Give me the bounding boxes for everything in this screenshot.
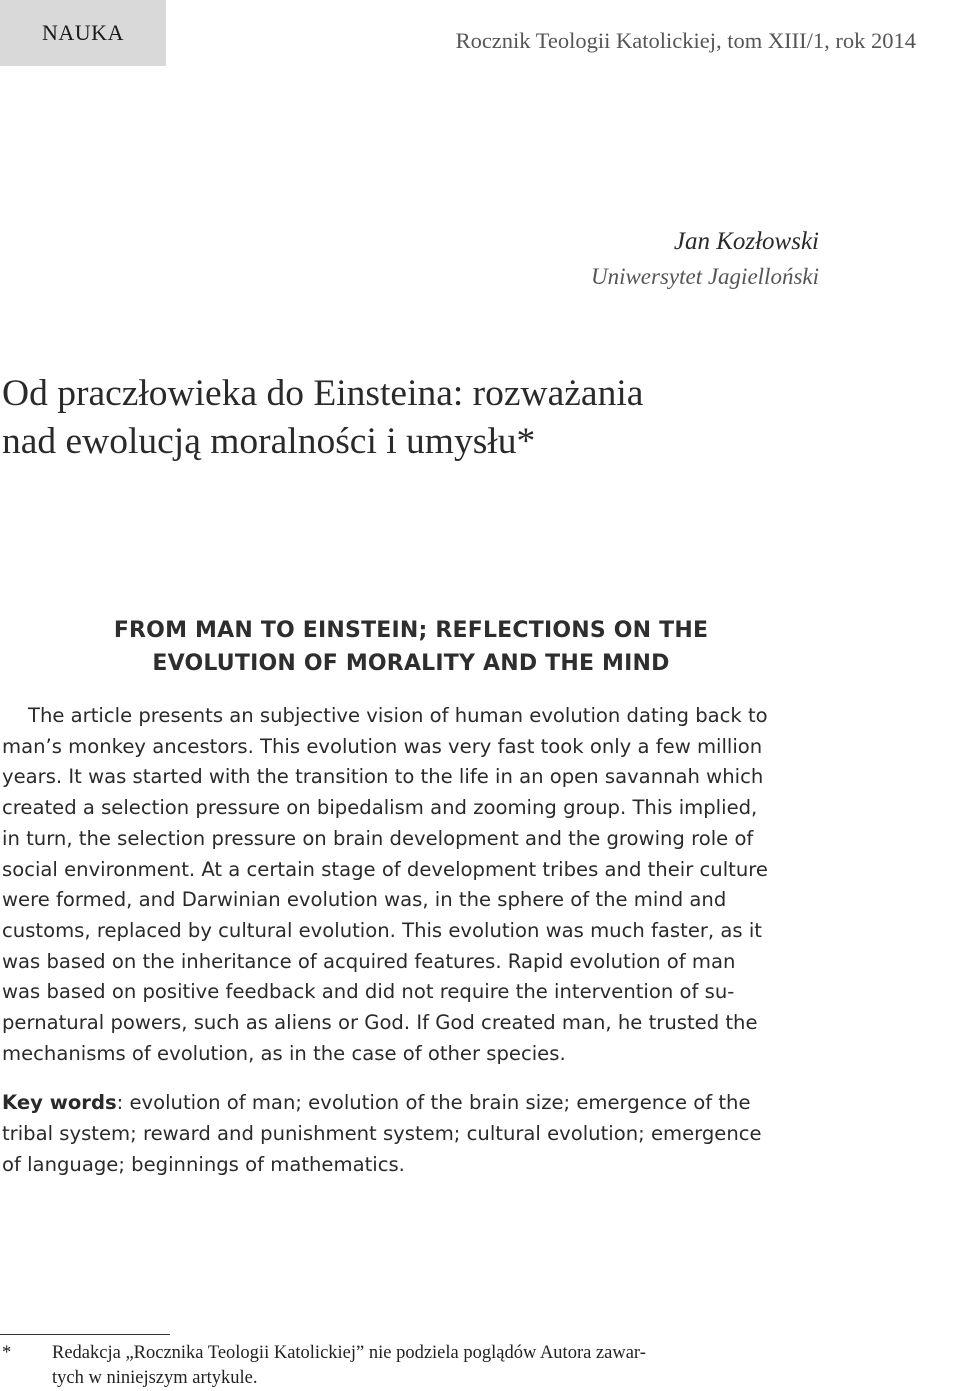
keywords-line — [2, 1087, 822, 1118]
abstract-line: years. It was started with the transition to the life in an open savannah which — [2, 765, 764, 789]
abstract-line: was based on positive feedback and did not require the intervention of su- — [2, 980, 735, 1004]
abstract-line: customs, replaced by cultural evolution. This evolution was much faster, as it — [2, 918, 762, 942]
journal-running-head: Rocznik Teologii Katolickiej, tom XIII/1, rok 2014 — [455, 28, 916, 53]
abstract-line: pernatural powers, such as aliens or God. If God created man, he trusted the — [2, 1011, 758, 1035]
abstract-line: social environment. At a certain stage of development tribes and their culture — [2, 857, 768, 881]
footnote-mark: * — [2, 1343, 12, 1363]
abstract-line: in turn, the selection pressure on brain development and the growing role of — [2, 826, 754, 850]
footnote-divider — [0, 1334, 170, 1335]
abstract-line: The article presents an subjective vision of human evolution dating back to — [28, 704, 768, 727]
abstract-line: was based on the inheritance of acquired features. Rapid evolution of man — [2, 949, 736, 973]
article-title-line: nad ewolucją moralności i umysłu* — [2, 421, 536, 462]
footnote-text — [52, 1341, 822, 1391]
abstract-line: were formed, and Darwinian evolution was, in the sphere of the mind and — [2, 888, 727, 912]
english-title — [0, 614, 822, 680]
abstract-line: man’s monkey ancestors. This evolution was very fast took only a few million — [2, 734, 763, 758]
keywords — [2, 1087, 822, 1180]
section-label — [0, 0, 166, 66]
footnote-line: Redakcja „Rocznika Teologii Katolickiej” nie podziela poglądów Autora zawar- — [52, 1343, 646, 1363]
section-label-text: NAUKA — [42, 20, 124, 45]
keywords-line: tribal system; reward and punishment system; cultural evolution; emergence — [2, 1122, 762, 1145]
author-affiliation: Uniwersytet Jagielloński — [590, 264, 819, 289]
abstract-line: created a selection pressure on bipedalism and zooming group. This implied, — [2, 796, 758, 820]
keywords-label: Key words — [2, 1091, 117, 1114]
abstract — [2, 701, 822, 1069]
footnote-line: tych w niniejszym artykule. — [52, 1368, 258, 1388]
abstract-line: mechanisms of evolution, as in the case of other species. — [2, 1041, 566, 1065]
article-title — [2, 370, 902, 466]
article-title-line: Od praczłowieka do Einsteina: rozważania — [2, 373, 644, 414]
english-title-line: EVOLUTION OF MORALITY AND THE MIND — [152, 651, 670, 676]
english-title-line: FROM MAN TO EINSTEIN; REFLECTIONS ON THE — [113, 618, 709, 643]
keywords-text: : evolution of man; evolution of the brain size; emergence of the — [116, 1091, 751, 1114]
author-name: Jan Kozłowski — [673, 228, 819, 255]
keywords-line: of language; beginnings of mathematics. — [2, 1153, 405, 1176]
